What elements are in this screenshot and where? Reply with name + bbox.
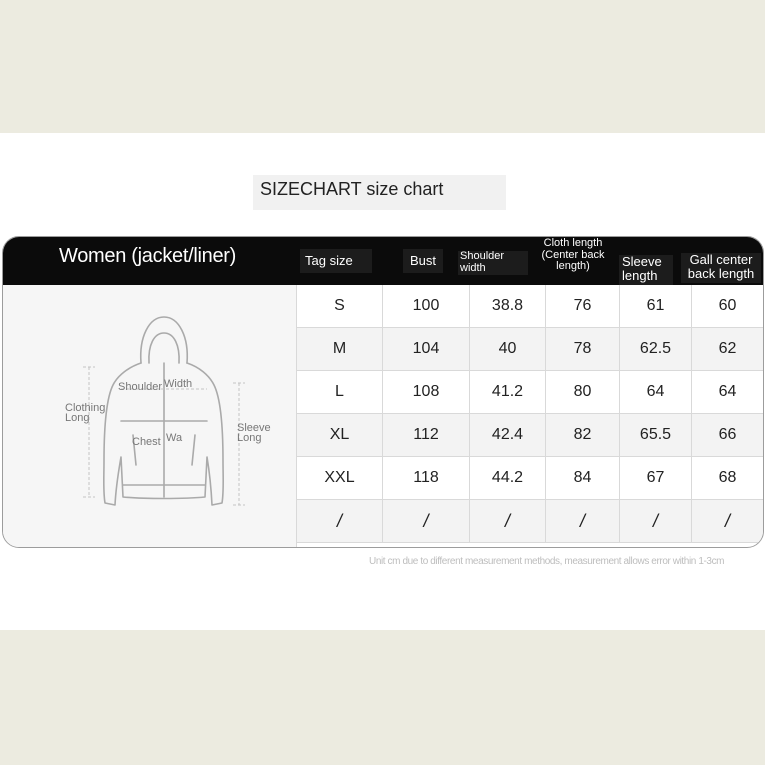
column-header-tag-size: Tag size	[300, 249, 372, 273]
table-cell: 67	[620, 457, 692, 500]
sleeve-long-label: Sleeve Long	[237, 422, 271, 444]
page-title: SIZECHART size chart	[253, 175, 506, 210]
table-cell: /	[692, 500, 764, 543]
table-cell: 118	[383, 457, 470, 500]
table-cell: 38.8	[470, 285, 546, 328]
table-cell: /	[383, 500, 470, 543]
column-header-gall-center-back-length: Gall center back length	[681, 253, 761, 283]
waist-label: Wa	[166, 432, 183, 444]
table-cell: 62.5	[620, 328, 692, 371]
table-cell: 64	[620, 371, 692, 414]
table-cell: L	[297, 371, 383, 414]
table-cell: 68	[692, 457, 764, 500]
chest-label: Chest	[132, 436, 161, 448]
size-table-body	[296, 285, 764, 547]
table-cell: /	[297, 500, 383, 543]
table-cell: S	[297, 285, 383, 328]
table-cell: 76	[546, 285, 620, 328]
table-cell: 108	[383, 371, 470, 414]
shoulder-label: Shoulder	[118, 381, 163, 393]
table-cell: 100	[383, 285, 470, 328]
table-cell: 80	[546, 371, 620, 414]
table-cell: 112	[383, 414, 470, 457]
table-cell: 64	[692, 371, 764, 414]
table-header	[3, 237, 763, 285]
table-cell: 78	[546, 328, 620, 371]
table-cell: XXL	[297, 457, 383, 500]
clothing-long-label: Clothing Long	[65, 402, 106, 424]
table-cell: /	[546, 500, 620, 543]
column-header-cloth-length: Cloth length (Center back length)	[541, 237, 605, 273]
table-cell: XL	[297, 414, 383, 457]
table-cell: /	[620, 500, 692, 543]
table-cell: 84	[546, 457, 620, 500]
table-cell: 41.2	[470, 371, 546, 414]
size-chart-card	[2, 236, 764, 548]
measurement-note: Unit cm due to different measurement methods, measurement allows error within 1-3cm	[369, 556, 725, 567]
table-cell: 42.4	[470, 414, 546, 457]
table-cell: 61	[620, 285, 692, 328]
hooded-jacket-icon	[3, 285, 296, 547]
jacket-figure-area	[3, 285, 296, 547]
column-header-bust: Bust	[403, 249, 443, 273]
table-cell: 44.2	[470, 457, 546, 500]
width-label: Width	[164, 378, 193, 390]
column-header-shoulder-width: Shoulder width	[458, 251, 528, 275]
table-cell: 82	[546, 414, 620, 457]
table-cell: /	[470, 500, 546, 543]
table-cell: 60	[692, 285, 764, 328]
table-cell: 104	[383, 328, 470, 371]
column-header-sleeve-length: Sleeve length	[619, 255, 673, 285]
table-title: Women (jacket/liner)	[59, 245, 237, 267]
table-cell: 40	[470, 328, 546, 371]
table-cell: 65.5	[620, 414, 692, 457]
table-cell: 62	[692, 328, 764, 371]
table-cell: M	[297, 328, 383, 371]
table-cell: 66	[692, 414, 764, 457]
